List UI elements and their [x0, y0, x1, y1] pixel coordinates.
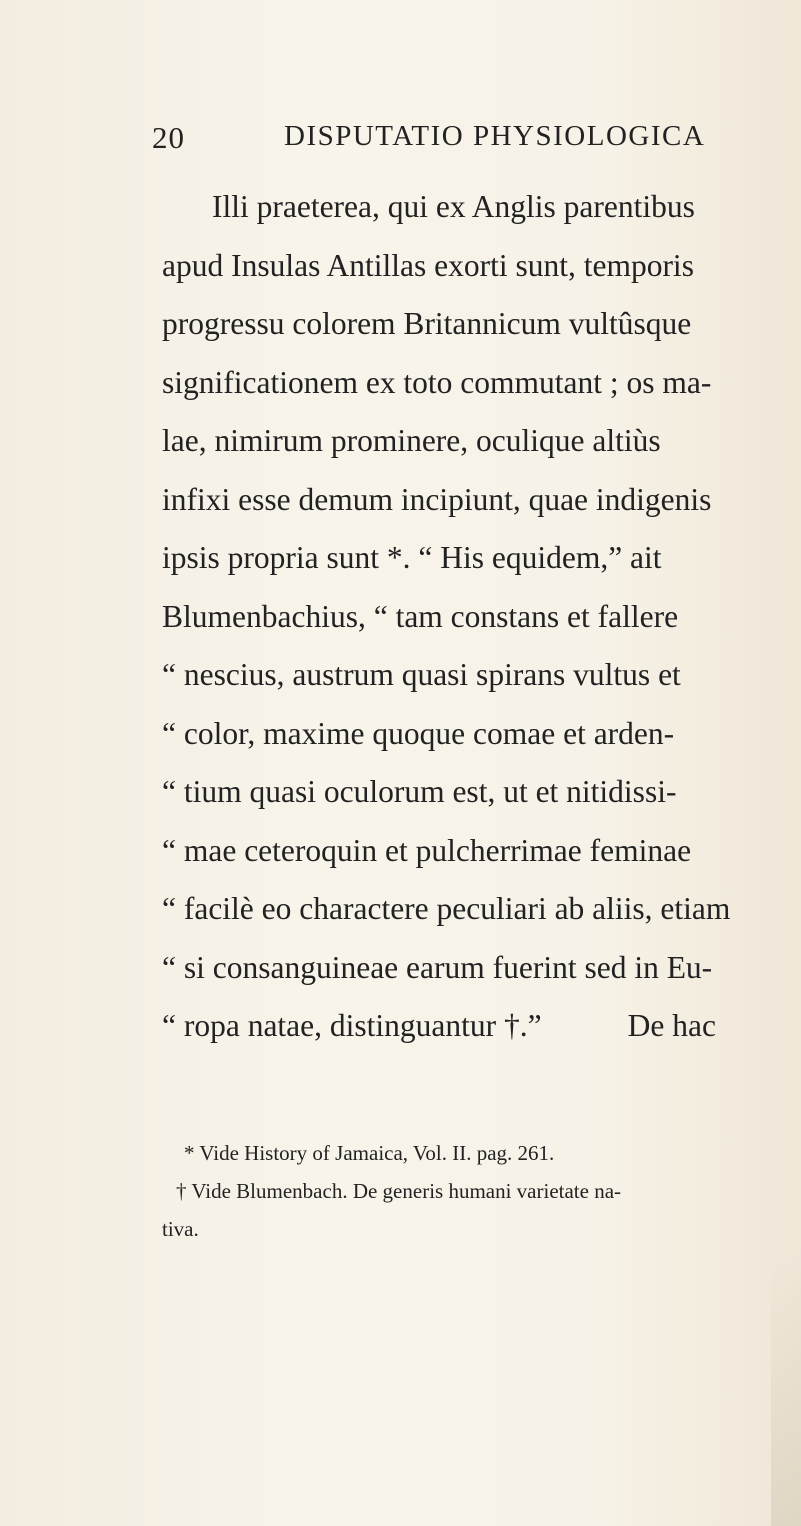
footnotes: [162, 1134, 782, 1248]
running-head: DISPUTATIO PHYSIOLOGICA: [284, 120, 706, 152]
text-line: Blumenbachius, “ tam constans et fallere: [162, 598, 679, 634]
text-line: progressu colorem Britannicum vultûsque: [162, 306, 692, 341]
text-line: “ tium quasi oculorum est, ut et nitidissi-: [162, 774, 677, 809]
page-edge-shading: [771, 1250, 801, 1526]
text-line: “ facilè eo charactere peculiari ab aliis, etiam: [162, 891, 731, 926]
text-line: “ color, maxime quoque comae et arden-: [162, 715, 675, 751]
text-line: Illi praeterea, qui ex Anglis parentibus: [212, 189, 695, 224]
page-number: 20: [152, 120, 185, 155]
footnote: * Vide History of Jamaica, Vol. II. pag. 261.: [184, 1141, 555, 1165]
text-line: significationem ex toto commutant ; os ma-: [162, 364, 712, 400]
page-header: [152, 120, 752, 160]
text-line: “ si consanguineae earum fuerint sed in Eu-: [162, 949, 713, 985]
text-line-segment: “ ropa natae, distinguantur †.”: [162, 1008, 542, 1043]
text-line: lae, nimirum prominere, oculique altiùs: [162, 423, 661, 458]
footnote: † Vide Blumenbach. De generis humani varietate na-: [176, 1179, 622, 1203]
text-line: apud Insulas Antillas exorti sunt, temporis: [162, 247, 694, 283]
text-line-segment: De hac: [627, 1008, 716, 1043]
footnote-continuation: tiva.: [162, 1217, 199, 1241]
text-line: infixi esse demum incipiunt, quae indigenis: [162, 481, 712, 517]
text-line: “ nescius, austrum quasi spirans vultus et: [162, 657, 681, 692]
text-line: [162, 997, 772, 1056]
text-line: ipsis propria sunt *. “ His equidem,” ait: [162, 540, 662, 575]
body-text: [162, 178, 772, 1056]
text-line: “ mae ceteroquin et pulcherrimae feminae: [162, 832, 692, 868]
